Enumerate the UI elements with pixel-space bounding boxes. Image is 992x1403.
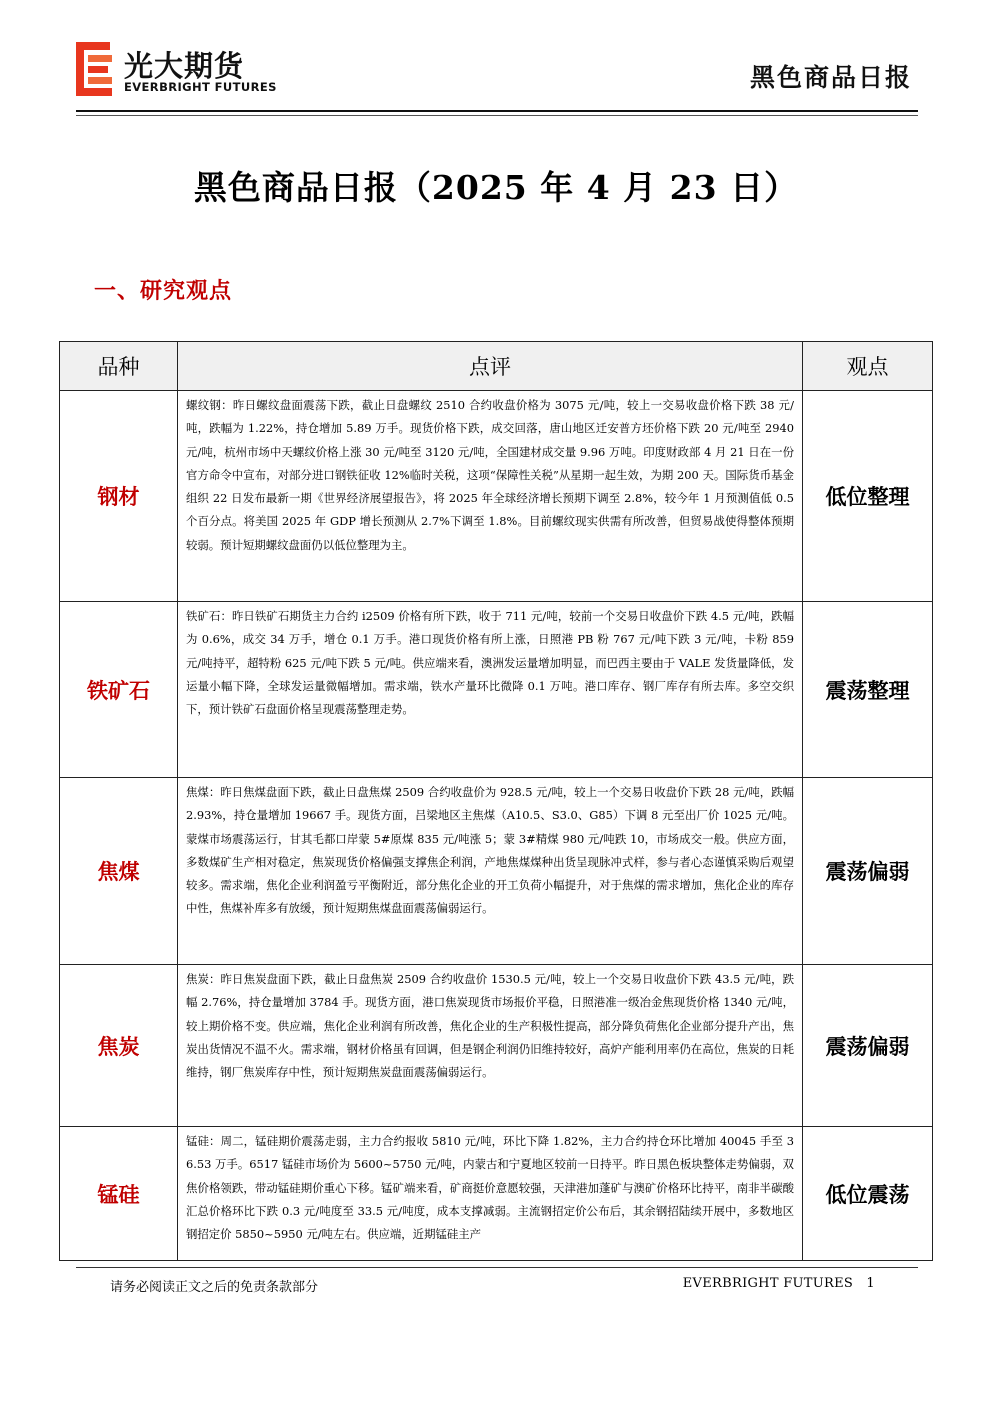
footer-divider (76, 1267, 918, 1268)
header-comment: 点评 (178, 342, 803, 391)
variety-name: 焦炭 (60, 965, 178, 1127)
table-row (60, 1127, 933, 1261)
report-name-header: 黑色商品日报 (749, 63, 912, 92)
variety-name: 锰硅 (60, 1127, 178, 1261)
header-divider-thin (76, 115, 918, 116)
company-logo (76, 40, 296, 100)
variety-name: 铁矿石 (60, 602, 178, 778)
comment-text: 焦炭：昨日焦炭盘面下跌，截止日盘焦炭 2509 合约收盘价 1530.5 元/吨，较上一个交易日收盘价下跌 43.5 元/吨，跌幅 2.76%，持仓量增加 3784 手。现货方面，港口焦炭现货市场报价平稳，日照港准一级冶金焦现货价格 1340 元/吨，较上期价格不变。供应端，焦化企业利润有所改善，焦化企业的生产积极性提高，部分降负荷焦化企业部分提升产出，焦炭出货情况不温不火。需求端，钢材价格虽有回调，但是钢企利润仍旧维持较好，高炉产能利用率仍在高位，焦炭的日耗维持，钢厂焦炭库存中性，预计短期焦炭盘面震荡偏弱运行。 (178, 965, 803, 1127)
comment-text: 铁矿石：昨日铁矿石期货主力合约 i2509 价格有所下跌，收于 711 元/吨，较前一个交易日收盘价下跌 4.5 元/吨，跌幅为 0.6%，成交 34 万手，增仓 0.1 万手。港口现货价格有所上涨，日照港 PB 粉 767 元/吨下跌 3 元/吨，卡粉 859 元/吨持平，超特粉 625 元/吨下跌 5 元/吨。供应端来看，澳洲发运量增加明显，而巴西主要由于 VALE 发货量降低，发运量小幅下降，全球发运量微幅增加。需求端，铁水产量环比微降 0.1 万吨。港口库存、钢厂库存有所去库。多空交织下，预计铁矿石盘面价格呈现震荡整理走势。 (178, 602, 803, 778)
view-text: 震荡整理 (803, 602, 933, 778)
view-text: 震荡偏弱 (803, 778, 933, 965)
page-title: 黑色商品日报（2025 年 4 月 23 日） (193, 168, 799, 207)
view-text: 震荡偏弱 (803, 965, 933, 1127)
table-row (60, 778, 933, 965)
logo-english-name: EVERBRIGHT FUTURES (124, 80, 277, 94)
logo-chinese-name: 光大期货 (124, 49, 245, 83)
footer-company-page (683, 1276, 875, 1291)
table-row (60, 391, 933, 602)
variety-name: 钢材 (60, 391, 178, 602)
comment-text-clipped: 锰硅：周二，锰硅期价震荡走弱，主力合约报收 5810 元/吨，环比下降 1.82%，主力合约持仓环比增加 40045 手至 36.53 万手。6517 锰硅市场价为 5600~5750 元/吨，内蒙古和宁夏地区较前一日持平。昨日黑色板块整体走势偏弱，双焦价格领跌，带动锰硅期价重心下移。锰矿端来看，矿商挺价意愿较强，天津港加蓬矿与澳矿价格环比持平，南非半碳酸汇总价格环比下跌 0.3 元/吨度至 33.5 元/吨度，成本支撑减弱。主流钢招定价公布后，其余钢招陆续开展中，多数地区钢招定价 5850~5950 元/吨左右。供应端，近期锰硅主产 (186, 1134, 794, 1242)
header-variety: 品种 (60, 342, 178, 391)
footer-company: EVERBRIGHT FUTURES (682, 1276, 854, 1291)
everbright-logo-icon (76, 42, 114, 96)
comment-text: 焦煤：昨日焦煤盘面下跌，截止日盘焦煤 2509 合约收盘价为 928.5 元/吨，较上一个交易日收盘价下跌 28 元/吨，跌幅 2.93%，持仓量增加 19667 手。现货方面，吕梁地区主焦煤（A10.5、S3.0、G85）下调 8 元至出厂价 1025 元/吨。蒙煤市场震荡运行，甘其毛都口岸蒙 5#原煤 835 元/吨涨 5；蒙 3#精煤 980 元/吨跌 10，市场成交一般。供应方面，多数煤矿生产相对稳定，焦炭现货价格偏强支撑焦企利润，产地焦煤煤种出货呈现脉冲式样，参与者心态谨慎采购后观望较多。需求端，焦化企业利润盈亏平衡附近，部分焦化企业的开工负荷小幅提升，对于焦煤的需求增加，焦化企业的库存中性，焦煤补库多有放缓，预计短期焦煤盘面震荡偏弱运行。 (178, 778, 803, 965)
variety-name: 焦煤 (60, 778, 178, 965)
view-text: 低位震荡 (803, 1127, 933, 1261)
table-row (60, 602, 933, 778)
table-header-row (60, 342, 933, 391)
disclaimer-note: 请务必阅读正文之后的免责条款部分 (110, 1280, 319, 1295)
comment-text (178, 1127, 803, 1261)
comment-text: 螺纹钢：昨日螺纹盘面震荡下跌，截止日盘螺纹 2510 合约收盘价格为 3075 元/吨，较上一交易收盘价格下跌 38 元/吨，跌幅为 1.22%，持仓增加 5.89 万手。现货价格下跌，成交回落，唐山地区迁安普方坯价格下跌 20 元/吨至 2940 元/吨，杭州市场中天螺纹价格上涨 30 元/吨至 3120 元/吨，全国建材成交量 9.96 万吨。印度财政部 4 月 21 日在一份官方命令中宣布，对部分进口钢铁征收 12%临时关税，这项“保障性关税”从星期一起生效，为期 200 天。国际货币基金组织 22 日发布最新一期《世界经济展望报告》，将 2025 年全球经济增长预期下调至 2.8%，较今年 1 月预测值低 0.5 个百分点。将美国 2025 年 GDP 增长预测从 2.7%下调至 1.8%。目前螺纹现实供需有所改善，但贸易战使得整体预期较弱。预计短期螺纹盘面仍以低位整理为主。 (178, 391, 803, 602)
table-row (60, 965, 933, 1127)
page-number: 1 (866, 1276, 875, 1291)
view-text: 低位整理 (803, 391, 933, 602)
header-divider (76, 110, 918, 112)
research-table (59, 341, 933, 1261)
header-view: 观点 (803, 342, 933, 391)
section-heading: 一、研究观点 (94, 278, 233, 304)
